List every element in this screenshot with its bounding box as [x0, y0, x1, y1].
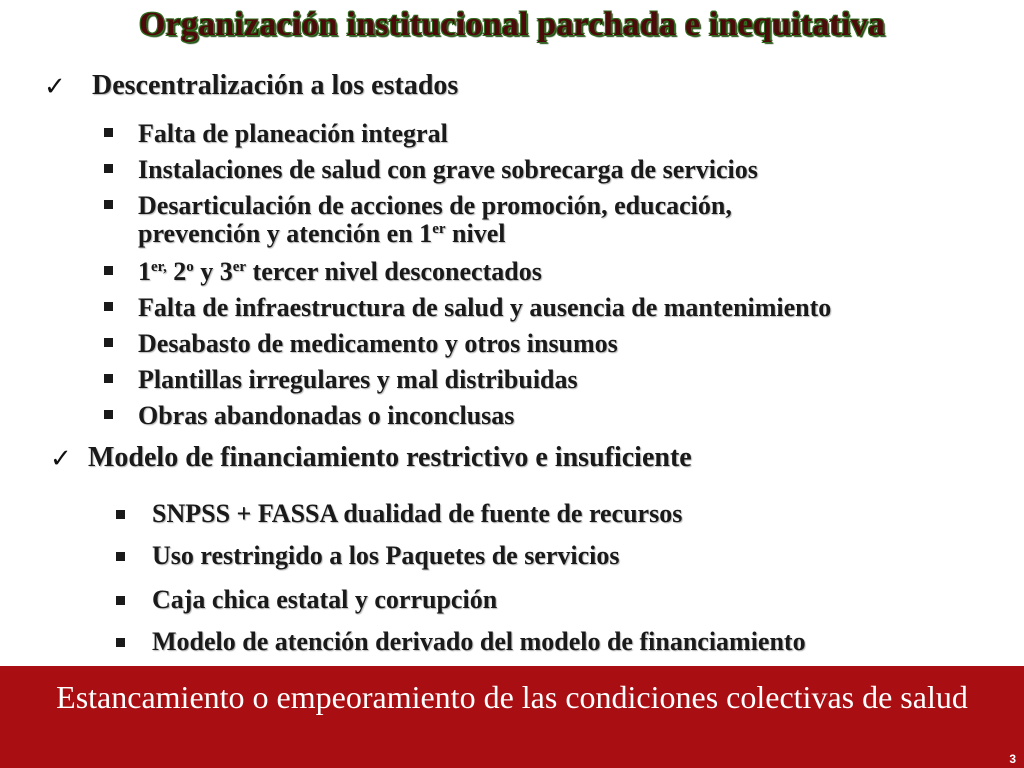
- square-bullet-icon: [104, 200, 113, 209]
- superscript: o: [186, 259, 194, 275]
- list-item: Obras abandonadas o inconclusas: [138, 401, 515, 430]
- list-item-line1: Desarticulación de acciones de promoción, educación,: [138, 191, 732, 220]
- list-item: [138, 258, 542, 286]
- text-part: y 3: [193, 257, 233, 286]
- square-bullet-icon: [116, 638, 125, 647]
- list-item-line2-post: nivel: [445, 219, 506, 248]
- text-part: 1: [138, 257, 151, 286]
- conclusion-banner: [0, 666, 1024, 768]
- square-bullet-icon: [116, 510, 125, 519]
- square-bullet-icon: [104, 338, 113, 347]
- checkmark-icon: ✓: [44, 72, 66, 102]
- square-bullet-icon: [104, 374, 113, 383]
- page-number: 3: [1009, 752, 1016, 766]
- section1-heading: Descentralización a los estados: [92, 70, 459, 101]
- list-item: Modelo de atención derivado del modelo de financiamiento: [152, 627, 806, 656]
- list-item: Uso restringido a los Paquetes de servicios: [152, 541, 620, 570]
- square-bullet-icon: [104, 128, 113, 137]
- list-item: Caja chica estatal y corrupción: [152, 585, 498, 614]
- checkmark-icon: ✓: [50, 444, 72, 474]
- banner-text: Estancamiento o empeoramiento de las condiciones colectivas de salud: [56, 679, 968, 715]
- slide-title: Organización institucional parchada e inequitativa: [138, 6, 886, 43]
- list-item: Instalaciones de salud con grave sobrecarga de servicios: [138, 155, 758, 184]
- list-item: [138, 192, 732, 248]
- list-item: Desabasto de medicamento y otros insumos: [138, 329, 618, 358]
- text-part: tercer nivel desconectados: [246, 257, 542, 286]
- square-bullet-icon: [116, 596, 125, 605]
- superscript: er: [432, 221, 446, 237]
- list-item: Falta de planeación integral: [138, 119, 448, 148]
- list-item: Plantillas irregulares y mal distribuidas: [138, 365, 578, 394]
- square-bullet-icon: [104, 164, 113, 173]
- list-item: Falta de infraestructura de salud y ausencia de mantenimiento: [138, 293, 832, 322]
- list-item-line2-pre: prevención y atención en 1: [138, 219, 433, 248]
- square-bullet-icon: [104, 302, 113, 311]
- square-bullet-icon: [104, 410, 113, 419]
- superscript: er: [232, 259, 247, 275]
- list-item: SNPSS + FASSA dualidad de fuente de recursos: [152, 499, 683, 528]
- square-bullet-icon: [104, 266, 113, 275]
- superscript: er,: [151, 259, 167, 275]
- text-part: 2: [166, 257, 187, 286]
- square-bullet-icon: [116, 552, 125, 561]
- section2-heading: Modelo de financiamiento restrictivo e insuficiente: [88, 442, 692, 473]
